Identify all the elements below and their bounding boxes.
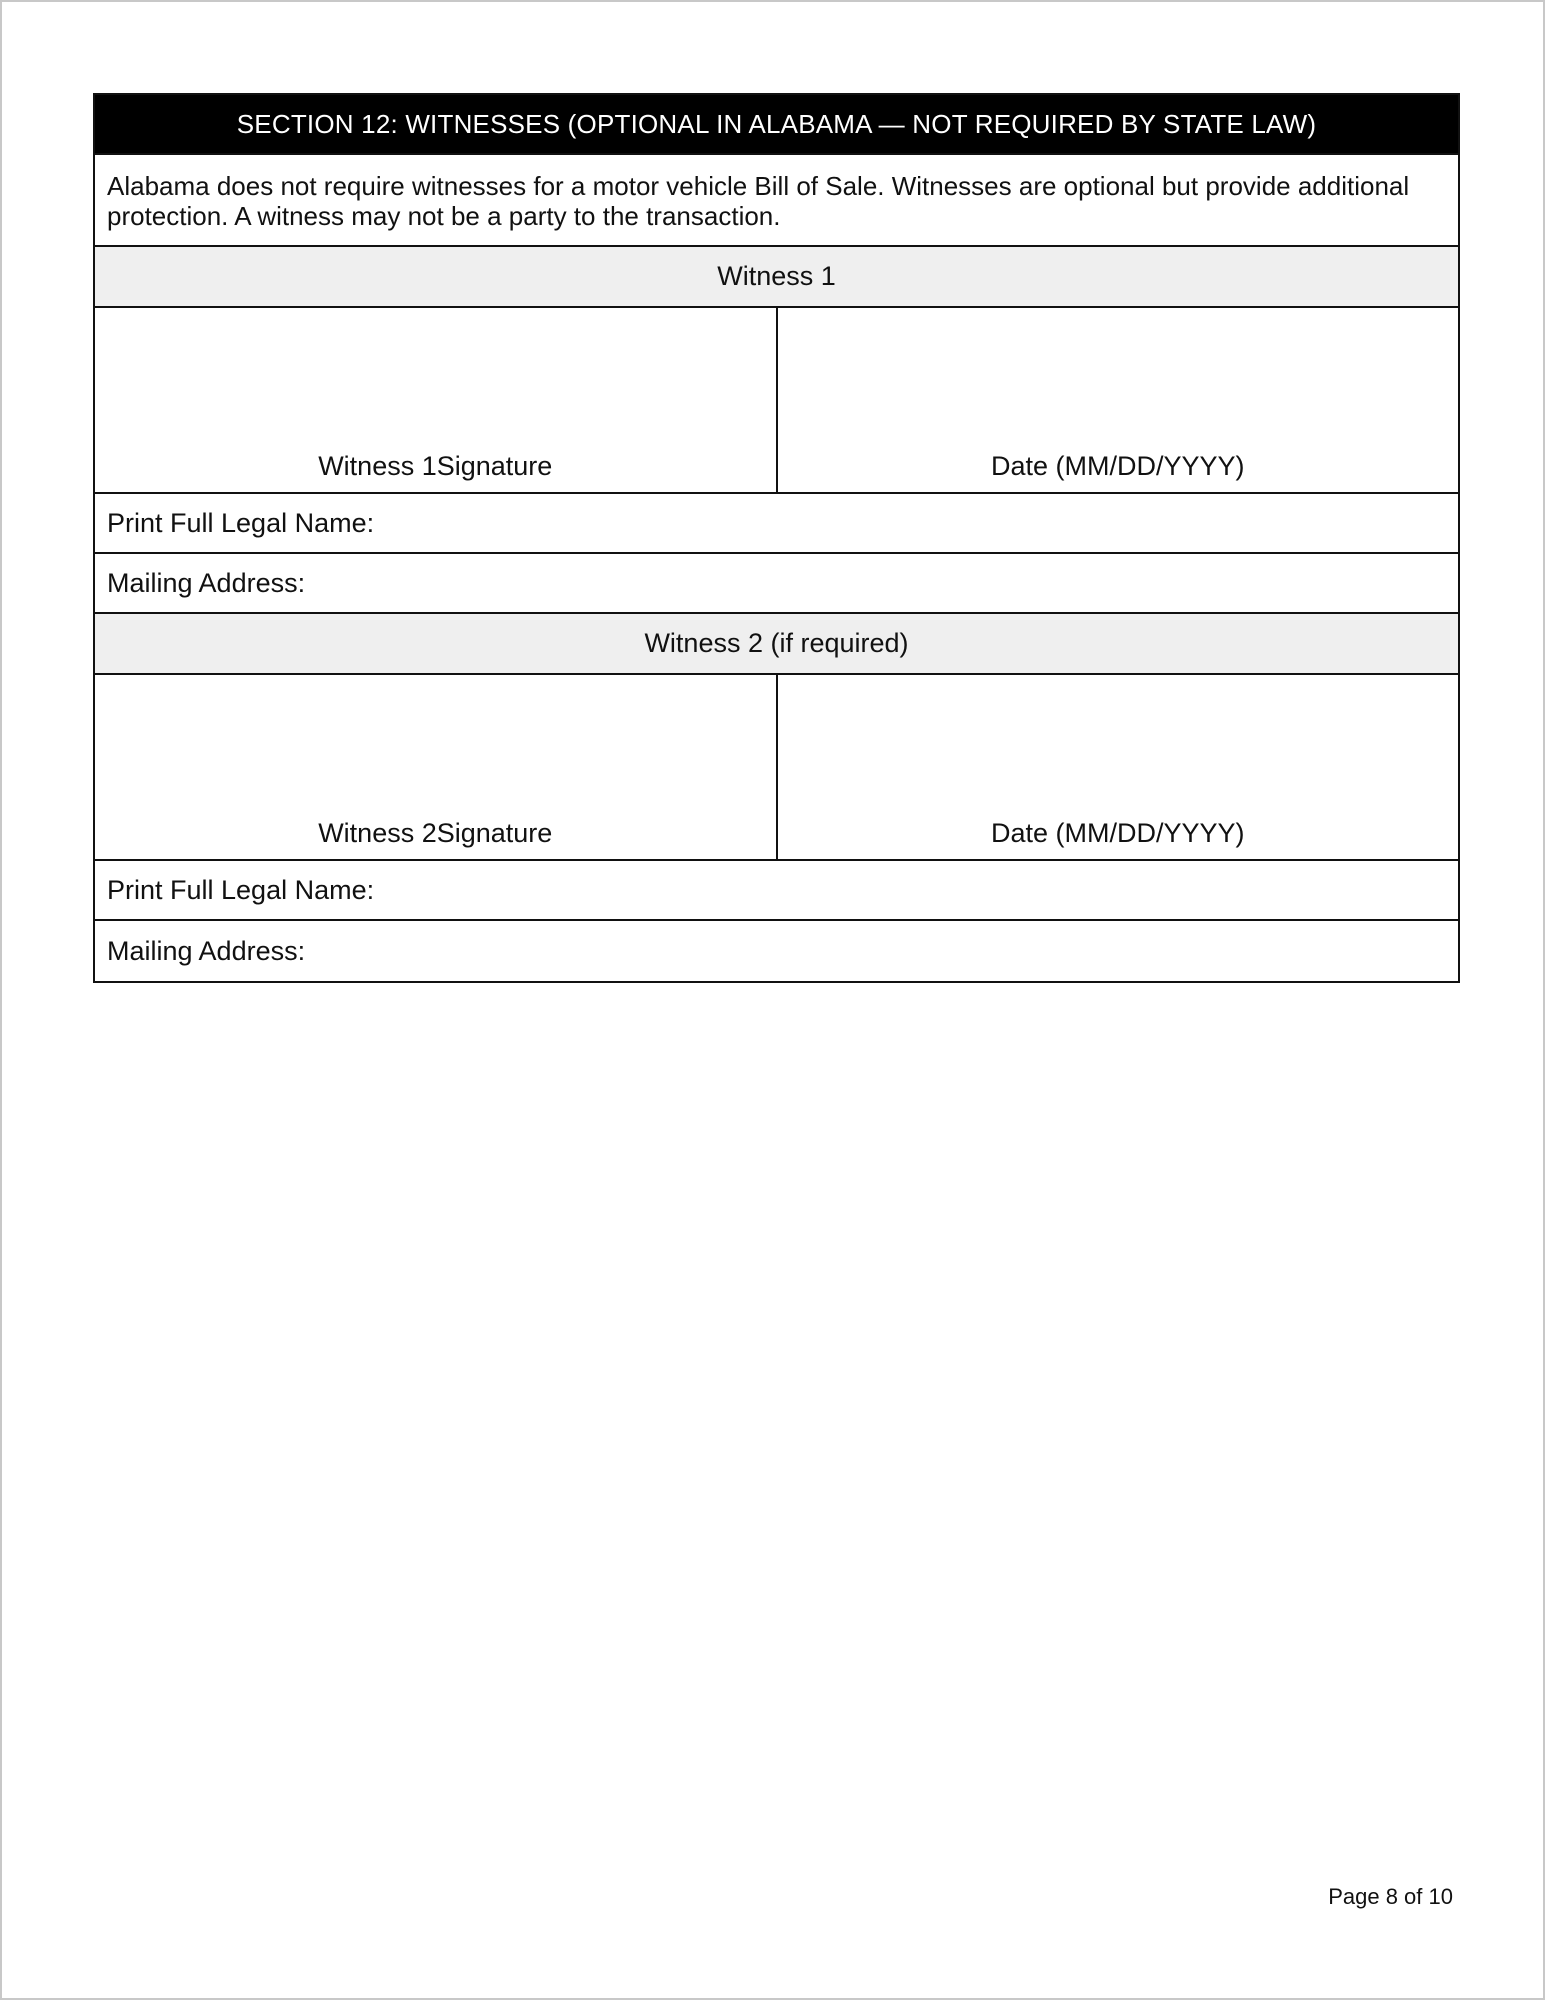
- witness-2-signature-label: Witness 2Signature: [318, 818, 553, 848]
- witness-1-heading: Witness 1: [95, 247, 1458, 308]
- witness-2-name-field[interactable]: [95, 861, 1458, 921]
- witness-1-address-label: Mailing Address:: [107, 567, 306, 598]
- witness-2-signature-field[interactable]: [95, 675, 778, 859]
- witness-2-date-field[interactable]: [778, 675, 1459, 859]
- witnesses-form-table: [93, 93, 1460, 983]
- witness-1-signature-field[interactable]: [95, 308, 778, 492]
- witness-1-signature-row: [95, 308, 1458, 494]
- witness-1-date-field[interactable]: [778, 308, 1459, 492]
- witness-2-name-label: Print Full Legal Name:: [107, 874, 375, 905]
- witness-1-address-field[interactable]: [95, 554, 1458, 614]
- witness-1-date-label: Date (MM/DD/YYYY): [990, 451, 1245, 481]
- witness-1-name-field[interactable]: [95, 494, 1458, 554]
- witness-2-address-label: Mailing Address:: [107, 935, 306, 966]
- witness-2-heading: Witness 2 (if required): [95, 614, 1458, 675]
- witness-1-name-label: Print Full Legal Name:: [107, 507, 375, 538]
- witness-2-date-label: Date (MM/DD/YYYY): [990, 818, 1245, 848]
- witness-1-signature-label: Witness 1Signature: [318, 451, 553, 481]
- section-title: SECTION 12: WITNESSES (OPTIONAL IN ALABAMA — NOT REQUIRED BY STATE LAW): [95, 95, 1458, 155]
- witness-2-signature-row: [95, 675, 1458, 861]
- witness-2-address-field[interactable]: [95, 921, 1458, 981]
- page-number: Page 8 of 10: [1328, 1884, 1453, 1909]
- section-intro-text: Alabama does not require witnesses for a motor vehicle Bill of Sale. Witnesses are optional but provide additional protection. A witness may not be a party to the transaction.: [95, 155, 1458, 247]
